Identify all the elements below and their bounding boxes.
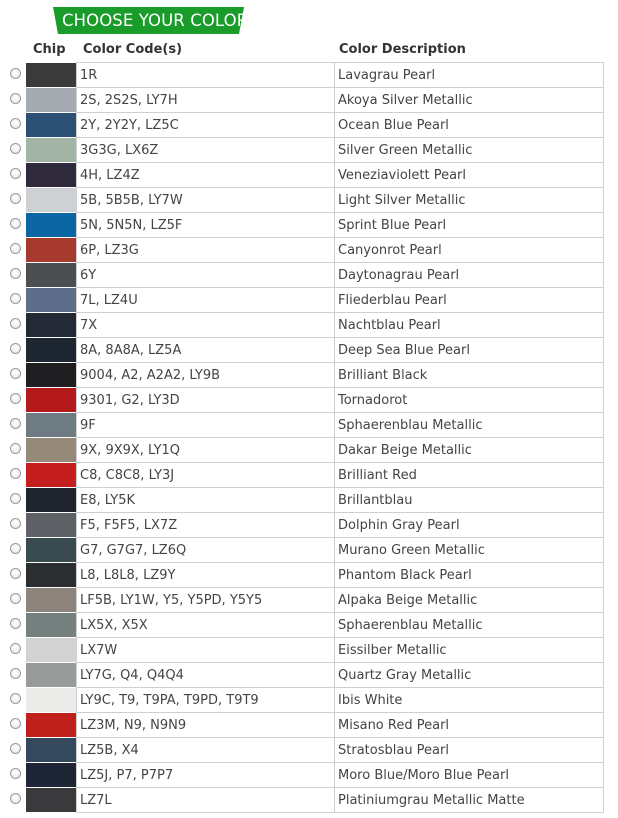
color-row[interactable]	[5, 388, 604, 413]
color-row[interactable]	[5, 713, 604, 738]
color-description: Light Silver Metallic	[335, 188, 604, 213]
color-row[interactable]	[5, 438, 604, 463]
color-description: Ocean Blue Pearl	[335, 113, 604, 138]
color-code: F5, F5F5, LX7Z	[77, 513, 335, 538]
color-description: Fliederblau Pearl	[335, 288, 604, 313]
color-chip	[26, 138, 76, 162]
color-radio-button[interactable]	[10, 518, 21, 529]
color-chip	[26, 438, 76, 462]
color-description: Phantom Black Pearl	[335, 563, 604, 588]
color-row[interactable]	[5, 113, 604, 138]
color-description: Quartz Gray Metallic	[335, 663, 604, 688]
color-chip	[26, 713, 76, 737]
color-code: G7, G7G7, LZ6Q	[77, 538, 335, 563]
color-code: LZ7L	[77, 788, 335, 813]
color-code: LY7G, Q4, Q4Q4	[77, 663, 335, 688]
color-chip	[26, 513, 76, 537]
page-title: CHOOSE YOUR COLOR	[62, 11, 249, 30]
color-code: 9X, 9X9X, LY1Q	[77, 438, 335, 463]
color-row[interactable]	[5, 288, 604, 313]
color-chip	[26, 313, 76, 337]
color-description: Misano Red Pearl	[335, 713, 604, 738]
color-code: 5N, 5N5N, LZ5F	[77, 213, 335, 238]
color-radio-button[interactable]	[10, 643, 21, 654]
color-description: Tornadorot	[335, 388, 604, 413]
color-chip	[26, 338, 76, 362]
color-radio-button[interactable]	[10, 118, 21, 129]
color-description: Brilliant Black	[335, 363, 604, 388]
color-chip	[26, 88, 76, 112]
color-row[interactable]	[5, 213, 604, 238]
color-chip	[26, 488, 76, 512]
color-description: Deep Sea Blue Pearl	[335, 338, 604, 363]
color-radio-button[interactable]	[10, 393, 21, 404]
color-code: 9F	[77, 413, 335, 438]
color-description: Dolphin Gray Pearl	[335, 513, 604, 538]
color-row[interactable]	[5, 363, 604, 388]
color-radio-button[interactable]	[10, 318, 21, 329]
color-radio-button[interactable]	[10, 68, 21, 79]
color-description: Daytonagrau Pearl	[335, 263, 604, 288]
color-code: LZ5J, P7, P7P7	[77, 763, 335, 788]
color-row[interactable]	[5, 338, 604, 363]
color-chip	[26, 238, 76, 262]
color-row[interactable]	[5, 238, 604, 263]
color-description: Stratosblau Pearl	[335, 738, 604, 763]
color-row[interactable]	[5, 188, 604, 213]
color-row[interactable]	[5, 763, 604, 788]
color-code: 6Y	[77, 263, 335, 288]
color-radio-button[interactable]	[10, 618, 21, 629]
color-row[interactable]	[5, 88, 604, 113]
color-radio-button[interactable]	[10, 468, 21, 479]
color-code: LZ3M, N9, N9N9	[77, 713, 335, 738]
color-row[interactable]	[5, 313, 604, 338]
color-description: Platiniumgrau Metallic Matte	[335, 788, 604, 813]
color-code: 7L, LZ4U	[77, 288, 335, 313]
color-row[interactable]	[5, 613, 604, 638]
color-row[interactable]	[5, 413, 604, 438]
color-description: Sphaerenblau Metallic	[335, 413, 604, 438]
color-radio-button[interactable]	[10, 93, 21, 104]
color-chip	[26, 213, 76, 237]
color-row[interactable]	[5, 688, 604, 713]
color-code: E8, LY5K	[77, 488, 335, 513]
color-code: LX7W	[77, 638, 335, 663]
color-description: Brillantblau	[335, 488, 604, 513]
color-description: Ibis White	[335, 688, 604, 713]
color-code: LX5X, X5X	[77, 613, 335, 638]
color-code: 6P, LZ3G	[77, 238, 335, 263]
color-code: 9004, A2, A2A2, LY9B	[77, 363, 335, 388]
color-description: Nachtblau Pearl	[335, 313, 604, 338]
color-chip	[26, 588, 76, 612]
color-row[interactable]	[5, 163, 604, 188]
color-row[interactable]	[5, 538, 604, 563]
color-radio-button[interactable]	[10, 418, 21, 429]
color-description: Silver Green Metallic	[335, 138, 604, 163]
color-table	[5, 62, 604, 813]
color-row[interactable]	[5, 588, 604, 613]
color-row[interactable]	[5, 638, 604, 663]
color-chip	[26, 638, 76, 662]
color-row[interactable]	[5, 263, 604, 288]
color-row[interactable]	[5, 738, 604, 763]
color-description: Alpaka Beige Metallic	[335, 588, 604, 613]
color-code: C8, C8C8, LY3J	[77, 463, 335, 488]
color-description: Dakar Beige Metallic	[335, 438, 604, 463]
color-radio-button[interactable]	[10, 343, 21, 354]
color-radio-button[interactable]	[10, 443, 21, 454]
color-chip	[26, 538, 76, 562]
color-radio-button[interactable]	[10, 293, 21, 304]
color-radio-button[interactable]	[10, 743, 21, 754]
color-code: L8, L8L8, LZ9Y	[77, 563, 335, 588]
description-column-header: Color Description	[339, 42, 466, 57]
code-column-header: Color Code(s)	[83, 42, 183, 57]
color-row[interactable]	[5, 513, 604, 538]
color-row[interactable]	[5, 63, 604, 88]
color-description: Murano Green Metallic	[335, 538, 604, 563]
color-row[interactable]	[5, 488, 604, 513]
color-code: LZ5B, X4	[77, 738, 335, 763]
color-row[interactable]	[5, 138, 604, 163]
color-row[interactable]	[5, 663, 604, 688]
color-row[interactable]	[5, 463, 604, 488]
color-row[interactable]	[5, 788, 604, 813]
color-code: 8A, 8A8A, LZ5A	[77, 338, 335, 363]
color-radio-button[interactable]	[10, 593, 21, 604]
color-description: Sprint Blue Pearl	[335, 213, 604, 238]
color-radio-button[interactable]	[10, 143, 21, 154]
color-code: LY9C, T9, T9PA, T9PD, T9T9	[77, 688, 335, 713]
color-radio-button[interactable]	[10, 218, 21, 229]
color-radio-button[interactable]	[10, 268, 21, 279]
color-radio-button[interactable]	[10, 718, 21, 729]
color-row[interactable]	[5, 563, 604, 588]
color-chip	[26, 113, 76, 137]
color-chip	[26, 188, 76, 212]
color-chip	[26, 263, 76, 287]
color-radio-button[interactable]	[10, 693, 21, 704]
color-code: LF5B, LY1W, Y5, Y5PD, Y5Y5	[77, 588, 335, 613]
color-code: 2S, 2S2S, LY7H	[77, 88, 335, 113]
color-description: Veneziaviolett Pearl	[335, 163, 604, 188]
color-description: Eissilber Metallic	[335, 638, 604, 663]
color-radio-button[interactable]	[10, 543, 21, 554]
color-description: Lavagrau Pearl	[335, 63, 604, 88]
color-chip	[26, 613, 76, 637]
table-header	[0, 40, 618, 62]
color-code: 4H, LZ4Z	[77, 163, 335, 188]
color-chip	[26, 563, 76, 587]
color-chip	[26, 163, 76, 187]
color-description: Canyonrot Pearl	[335, 238, 604, 263]
color-radio-button[interactable]	[10, 568, 21, 579]
color-code: 9301, G2, LY3D	[77, 388, 335, 413]
color-code: 2Y, 2Y2Y, LZ5C	[77, 113, 335, 138]
color-code: 3G3G, LX6Z	[77, 138, 335, 163]
chip-column-header: Chip	[33, 42, 66, 57]
color-radio-button[interactable]	[10, 168, 21, 179]
color-chip	[26, 288, 76, 312]
color-radio-button[interactable]	[10, 193, 21, 204]
color-radio-button[interactable]	[10, 243, 21, 254]
color-description: Brilliant Red	[335, 463, 604, 488]
color-radio-button[interactable]	[10, 768, 21, 779]
color-radio-button[interactable]	[10, 668, 21, 679]
color-chip	[26, 63, 76, 87]
color-description: Moro Blue/Moro Blue Pearl	[335, 763, 604, 788]
color-chip	[26, 763, 76, 787]
color-description: Akoya Silver Metallic	[335, 88, 604, 113]
color-code: 7X	[77, 313, 335, 338]
color-chip	[26, 463, 76, 487]
choose-color-banner	[53, 7, 249, 34]
color-description: Sphaerenblau Metallic	[335, 613, 604, 638]
color-chip	[26, 388, 76, 412]
color-chip	[26, 413, 76, 437]
color-code: 5B, 5B5B, LY7W	[77, 188, 335, 213]
color-chip	[26, 688, 76, 712]
color-chip	[26, 788, 76, 812]
color-chip	[26, 663, 76, 687]
color-radio-button[interactable]	[10, 793, 21, 804]
color-chip	[26, 363, 76, 387]
color-radio-button[interactable]	[10, 368, 21, 379]
color-chip	[26, 738, 76, 762]
color-radio-button[interactable]	[10, 493, 21, 504]
color-code: 1R	[77, 63, 335, 88]
